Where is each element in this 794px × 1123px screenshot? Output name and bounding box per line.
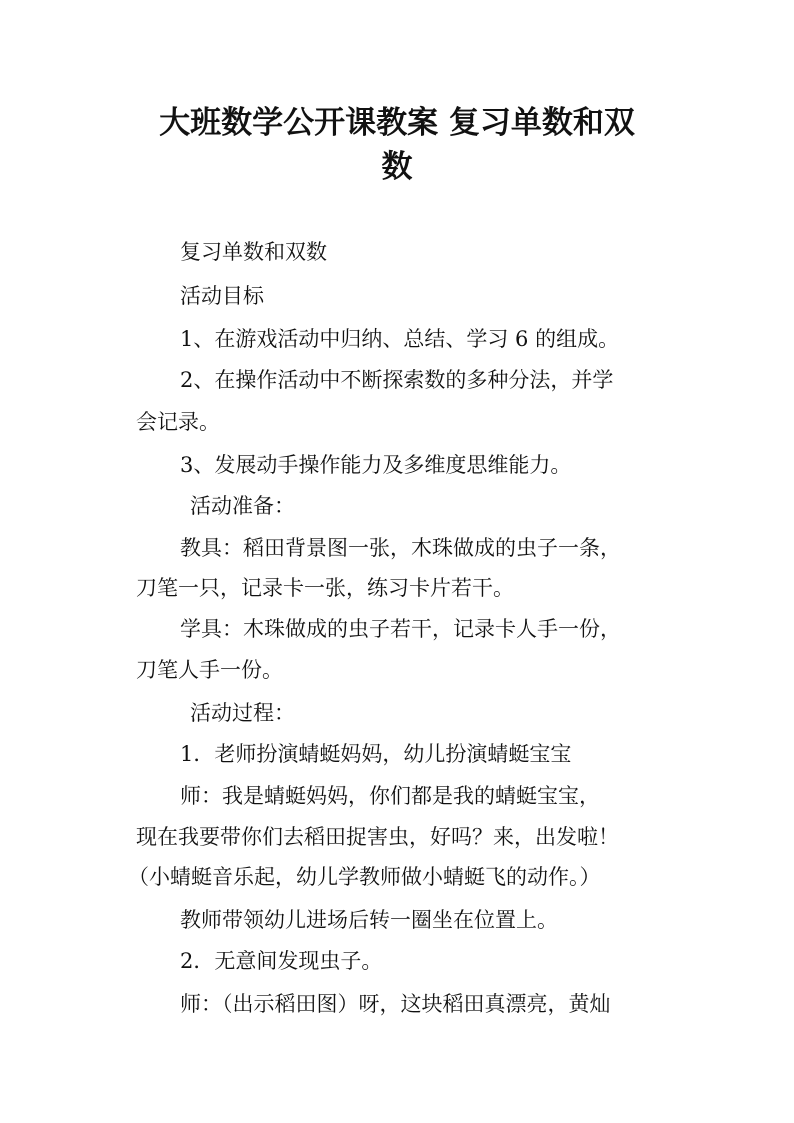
section-heading: 复习单数和双数 xyxy=(180,240,327,264)
paragraph-line: 师：我是蜻蜓妈妈，你们都是我的蜻蜓宝宝， xyxy=(180,784,600,808)
paragraph-line: （小蜻蜓音乐起，幼儿学教师做小蜻蜓飞的动作。） xyxy=(128,865,601,889)
paragraph-line: 学具：木珠做成的虫子若干，记录卡人手一份， xyxy=(180,617,621,641)
paragraph-line: 会记录。 xyxy=(136,410,220,434)
section-heading: 活动过程： xyxy=(190,701,295,725)
paragraph-line: 2、在操作活动中不断探索数的多种分法，并学 xyxy=(180,368,614,392)
paragraph-line: 师：（出示稻田图）呀，这块稻田真漂亮，黄灿 xyxy=(180,992,611,1016)
paragraph-line: 教师带领幼儿进场后转一圈坐在位置上。 xyxy=(180,908,558,932)
document-title-line-1: 大班数学公开课教案 复习单数和双 xyxy=(159,105,635,141)
paragraph-line: 现在我要带你们去稻田捉害虫，好吗？来，出发啦！ xyxy=(136,825,619,849)
document-title-line-2: 数 xyxy=(381,149,413,185)
paragraph-line: 1．老师扮演蜻蜓妈妈，幼儿扮演蜻蜓宝宝 xyxy=(180,742,572,766)
paragraph-line: 教具：稻田背景图一张，木珠做成的虫子一条， xyxy=(180,536,621,560)
section-heading: 活动目标 xyxy=(180,284,264,308)
paragraph-line: 3、发展动手操作能力及多维度思维能力。 xyxy=(180,453,572,477)
paragraph-line: 刀笔人手一份。 xyxy=(136,658,283,682)
paragraph-line: 刀笔一只，记录卡一张，练习卡片若干。 xyxy=(136,576,514,600)
paragraph-line: 1、在游戏活动中归纳、总结、学习 6 的组成。 xyxy=(180,327,620,351)
paragraph-line: 2．无意间发现虫子。 xyxy=(180,949,383,973)
section-heading: 活动准备： xyxy=(190,494,295,518)
